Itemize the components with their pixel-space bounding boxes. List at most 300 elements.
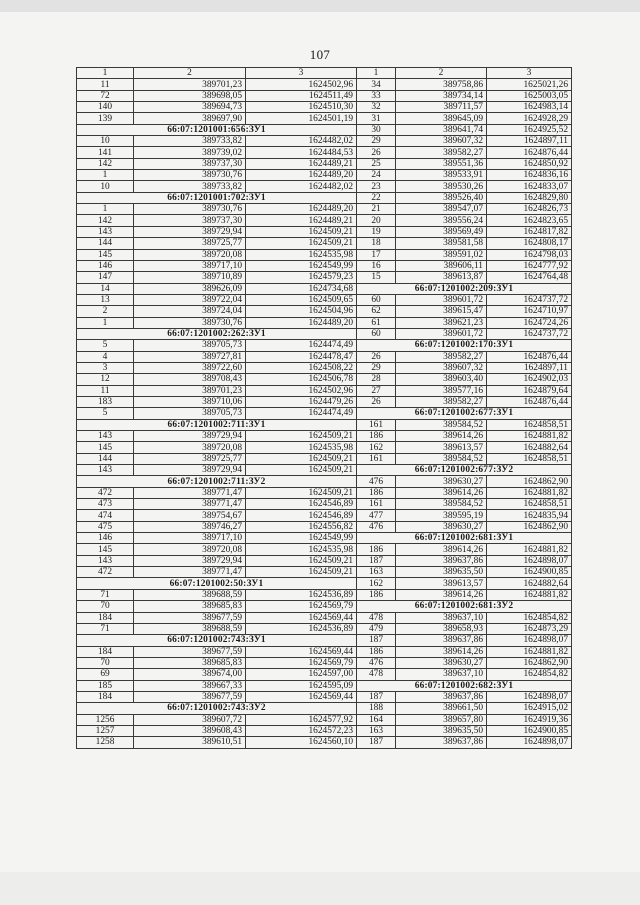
section-header-row xyxy=(357,340,572,351)
y-coordinate-cell: 1625003,05 xyxy=(487,90,572,101)
point-number-cell: 5 xyxy=(77,340,134,351)
x-coordinate-cell: 389614,26 xyxy=(396,646,487,657)
point-number-cell: 12 xyxy=(77,374,134,385)
x-coordinate-cell: 389688,59 xyxy=(134,589,246,600)
y-coordinate-cell: 1624854,82 xyxy=(487,612,572,623)
table-row xyxy=(77,657,357,668)
parcel-number: 66:07:1201002:711:ЗУ1 xyxy=(77,419,357,430)
y-coordinate-cell: 1624826,73 xyxy=(487,204,572,215)
table-row xyxy=(357,691,572,702)
y-coordinate-cell: 1624509,21 xyxy=(246,238,357,249)
point-number-cell: 474 xyxy=(77,510,134,521)
x-coordinate-cell: 389637,10 xyxy=(396,669,487,680)
x-coordinate-cell: 389722,60 xyxy=(134,362,246,373)
x-coordinate-cell: 389607,32 xyxy=(396,362,487,373)
table-row xyxy=(357,272,572,283)
y-coordinate-cell: 1624479,26 xyxy=(246,396,357,407)
x-coordinate-cell: 389720,08 xyxy=(134,442,246,453)
header-cell-x: 2 xyxy=(134,68,246,79)
table-row xyxy=(77,204,357,215)
point-number-cell: 26 xyxy=(357,351,396,362)
section-header-row xyxy=(357,408,572,419)
point-number-cell: 1258 xyxy=(77,737,134,748)
table-body-left xyxy=(77,68,357,749)
table-row xyxy=(77,79,357,90)
y-coordinate-cell: 1624898,07 xyxy=(487,635,572,646)
x-coordinate-cell: 389584,52 xyxy=(396,499,487,510)
x-coordinate-cell: 389584,52 xyxy=(396,453,487,464)
point-number-cell: 186 xyxy=(357,431,396,442)
x-coordinate-cell: 389577,16 xyxy=(396,385,487,396)
y-coordinate-cell: 1624925,52 xyxy=(487,124,572,135)
y-coordinate-cell: 1624881,82 xyxy=(487,487,572,498)
x-coordinate-cell: 389720,08 xyxy=(134,544,246,555)
table-row xyxy=(77,215,357,226)
table-row xyxy=(357,612,572,623)
y-coordinate-cell: 1624881,82 xyxy=(487,646,572,657)
x-coordinate-cell: 389582,27 xyxy=(396,147,487,158)
y-coordinate-cell: 1624858,51 xyxy=(487,419,572,430)
y-coordinate-cell: 1624482,02 xyxy=(246,136,357,147)
y-coordinate-cell: 1624560,10 xyxy=(246,737,357,748)
point-number-cell: 146 xyxy=(77,533,134,544)
table-row xyxy=(357,657,572,668)
point-number-cell: 17 xyxy=(357,249,396,260)
y-coordinate-cell: 1624879,64 xyxy=(487,385,572,396)
table-row xyxy=(357,192,572,203)
point-number-cell: 147 xyxy=(77,272,134,283)
x-coordinate-cell: 389526,40 xyxy=(396,192,487,203)
parcel-number: 66:07:1201001:656:ЗУ1 xyxy=(77,124,357,135)
table-row xyxy=(357,317,572,328)
table-row xyxy=(77,714,357,725)
y-coordinate-cell: 1624509,21 xyxy=(246,555,357,566)
table-row xyxy=(77,646,357,657)
point-number-cell: 71 xyxy=(77,589,134,600)
point-number-cell: 10 xyxy=(77,181,134,192)
x-coordinate-cell: 389677,59 xyxy=(134,612,246,623)
x-coordinate-cell: 389710,89 xyxy=(134,272,246,283)
point-number-cell: 13 xyxy=(77,294,134,305)
y-coordinate-cell: 1624478,47 xyxy=(246,351,357,362)
x-coordinate-cell: 389613,57 xyxy=(396,442,487,453)
y-coordinate-cell: 1624510,30 xyxy=(246,102,357,113)
point-number-cell: 32 xyxy=(357,102,396,113)
y-coordinate-cell: 1624817,82 xyxy=(487,226,572,237)
x-coordinate-cell: 389608,43 xyxy=(134,725,246,736)
table-row xyxy=(77,487,357,498)
point-number-cell: 21 xyxy=(357,204,396,215)
point-number-cell: 145 xyxy=(77,442,134,453)
point-number-cell: 476 xyxy=(357,476,396,487)
header-cell-x: 2 xyxy=(396,68,487,79)
x-coordinate-cell: 389688,59 xyxy=(134,623,246,634)
header-cell-point: 1 xyxy=(357,68,396,79)
y-coordinate-cell: 1624474,49 xyxy=(246,408,357,419)
y-coordinate-cell: 1624898,07 xyxy=(487,555,572,566)
y-coordinate-cell: 1624764,48 xyxy=(487,272,572,283)
table-row xyxy=(357,737,572,748)
point-number-cell: 144 xyxy=(77,453,134,464)
x-coordinate-cell: 389661,50 xyxy=(396,703,487,714)
section-header-row xyxy=(77,703,357,714)
x-coordinate-cell: 389710,06 xyxy=(134,396,246,407)
header-row xyxy=(77,68,357,79)
y-coordinate-cell: 1624710,97 xyxy=(487,306,572,317)
point-number-cell: 11 xyxy=(77,79,134,90)
y-coordinate-cell: 1624873,29 xyxy=(487,623,572,634)
x-coordinate-cell: 389614,26 xyxy=(396,544,487,555)
x-coordinate-cell: 389614,26 xyxy=(396,487,487,498)
point-number-cell: 184 xyxy=(77,646,134,657)
y-coordinate-cell: 1624579,23 xyxy=(246,272,357,283)
y-coordinate-cell: 1624862,90 xyxy=(487,657,572,668)
x-coordinate-cell: 389584,52 xyxy=(396,419,487,430)
y-coordinate-cell: 1624862,90 xyxy=(487,521,572,532)
y-coordinate-cell: 1624536,89 xyxy=(246,589,357,600)
parcel-number: 66:07:1201002:262:ЗУ1 xyxy=(77,328,357,339)
point-number-cell: 34 xyxy=(357,79,396,90)
section-header-row xyxy=(77,476,357,487)
table-row xyxy=(357,362,572,373)
table-row xyxy=(77,90,357,101)
coordinates-table-left xyxy=(76,67,357,749)
y-coordinate-cell: 1624535,98 xyxy=(246,249,357,260)
x-coordinate-cell: 389630,27 xyxy=(396,657,487,668)
x-coordinate-cell: 389582,27 xyxy=(396,396,487,407)
table-row xyxy=(357,170,572,181)
x-coordinate-cell: 389595,19 xyxy=(396,510,487,521)
point-number-cell: 187 xyxy=(357,635,396,646)
table-row xyxy=(77,226,357,237)
x-coordinate-cell: 389621,23 xyxy=(396,317,487,328)
point-number-cell: 162 xyxy=(357,442,396,453)
y-coordinate-cell: 1624535,98 xyxy=(246,442,357,453)
point-number-cell: 3 xyxy=(77,362,134,373)
x-coordinate-cell: 389739,02 xyxy=(134,147,246,158)
table-row xyxy=(357,396,572,407)
table-row xyxy=(357,725,572,736)
parcel-number: 66:07:1201001:702:ЗУ1 xyxy=(77,192,357,203)
y-coordinate-cell: 1624508,22 xyxy=(246,362,357,373)
table-row xyxy=(357,351,572,362)
x-coordinate-cell: 389614,26 xyxy=(396,431,487,442)
section-header-row xyxy=(357,533,572,544)
y-coordinate-cell: 1624881,82 xyxy=(487,589,572,600)
table-row xyxy=(357,328,572,339)
point-number-cell: 142 xyxy=(77,215,134,226)
table-row xyxy=(77,669,357,680)
x-coordinate-cell: 389698,05 xyxy=(134,90,246,101)
x-coordinate-cell: 389637,86 xyxy=(396,555,487,566)
section-header-row xyxy=(357,601,572,612)
table-row xyxy=(357,374,572,385)
y-coordinate-cell: 1624882,64 xyxy=(487,442,572,453)
point-number-cell: 1256 xyxy=(77,714,134,725)
table-row xyxy=(357,589,572,600)
x-coordinate-cell: 389717,10 xyxy=(134,260,246,271)
point-number-cell: 1 xyxy=(77,170,134,181)
point-number-cell: 161 xyxy=(357,499,396,510)
table-row xyxy=(77,589,357,600)
table-row xyxy=(77,442,357,453)
point-number-cell: 2 xyxy=(77,306,134,317)
y-coordinate-cell: 1624536,89 xyxy=(246,623,357,634)
table-row xyxy=(77,283,357,294)
table-row xyxy=(357,453,572,464)
point-number-cell: 163 xyxy=(357,567,396,578)
table-row xyxy=(357,79,572,90)
table-row xyxy=(77,170,357,181)
x-coordinate-cell: 389722,04 xyxy=(134,294,246,305)
table-row xyxy=(77,623,357,634)
table-row xyxy=(357,669,572,680)
table-row xyxy=(357,136,572,147)
table-row xyxy=(77,431,357,442)
y-coordinate-cell: 1624597,00 xyxy=(246,669,357,680)
point-number-cell: 187 xyxy=(357,737,396,748)
table-row xyxy=(357,113,572,124)
table-row xyxy=(77,612,357,623)
y-coordinate-cell: 1624506,78 xyxy=(246,374,357,385)
point-number-cell: 27 xyxy=(357,385,396,396)
y-coordinate-cell: 1624509,21 xyxy=(246,487,357,498)
table-row xyxy=(77,272,357,283)
table-row xyxy=(77,102,357,113)
y-coordinate-cell: 1624900,85 xyxy=(487,725,572,736)
table-row xyxy=(77,396,357,407)
y-coordinate-cell: 1624572,23 xyxy=(246,725,357,736)
table-row xyxy=(77,567,357,578)
header-cell-point: 1 xyxy=(77,68,134,79)
x-coordinate-cell: 389771,47 xyxy=(134,487,246,498)
x-coordinate-cell: 389607,72 xyxy=(134,714,246,725)
x-coordinate-cell: 389771,47 xyxy=(134,499,246,510)
x-coordinate-cell: 389637,86 xyxy=(396,691,487,702)
table-row xyxy=(77,317,357,328)
y-coordinate-cell: 1624504,96 xyxy=(246,306,357,317)
y-coordinate-cell: 1624737,72 xyxy=(487,294,572,305)
y-coordinate-cell: 1624881,82 xyxy=(487,431,572,442)
y-coordinate-cell: 1624882,64 xyxy=(487,578,572,589)
y-coordinate-cell: 1624489,20 xyxy=(246,317,357,328)
parcel-number: 66:07:1201002:677:ЗУ2 xyxy=(357,465,572,476)
table-row xyxy=(357,147,572,158)
table-row xyxy=(357,442,572,453)
point-number-cell: 187 xyxy=(357,555,396,566)
table-row xyxy=(77,362,357,373)
parcel-number: 66:07:1201002:682:ЗУ1 xyxy=(357,680,572,691)
y-coordinate-cell: 1624854,82 xyxy=(487,669,572,680)
y-coordinate-cell: 1624569,79 xyxy=(246,601,357,612)
y-coordinate-cell: 1624897,11 xyxy=(487,136,572,147)
y-coordinate-cell: 1624833,07 xyxy=(487,181,572,192)
x-coordinate-cell: 389582,27 xyxy=(396,351,487,362)
y-coordinate-cell: 1624928,29 xyxy=(487,113,572,124)
point-number-cell: 5 xyxy=(77,408,134,419)
point-number-cell: 16 xyxy=(357,260,396,271)
x-coordinate-cell: 389685,83 xyxy=(134,601,246,612)
x-coordinate-cell: 389591,02 xyxy=(396,249,487,260)
table-row xyxy=(357,646,572,657)
x-coordinate-cell: 389601,72 xyxy=(396,328,487,339)
x-coordinate-cell: 389606,11 xyxy=(396,260,487,271)
point-number-cell: 144 xyxy=(77,238,134,249)
section-header-row xyxy=(77,124,357,135)
section-header-row xyxy=(77,328,357,339)
point-number-cell: 185 xyxy=(77,680,134,691)
table-row xyxy=(77,680,357,691)
x-coordinate-cell: 389697,90 xyxy=(134,113,246,124)
y-coordinate-cell: 1624535,98 xyxy=(246,544,357,555)
y-coordinate-cell: 1624897,11 xyxy=(487,362,572,373)
table-row xyxy=(77,544,357,555)
table-row xyxy=(77,340,357,351)
x-coordinate-cell: 389729,94 xyxy=(134,431,246,442)
x-coordinate-cell: 389667,33 xyxy=(134,680,246,691)
table-row xyxy=(357,306,572,317)
x-coordinate-cell: 389729,94 xyxy=(134,226,246,237)
point-number-cell: 186 xyxy=(357,487,396,498)
section-header-row xyxy=(77,192,357,203)
table-row xyxy=(357,385,572,396)
point-number-cell: 62 xyxy=(357,306,396,317)
x-coordinate-cell: 389677,59 xyxy=(134,646,246,657)
y-coordinate-cell: 1624858,51 xyxy=(487,453,572,464)
y-coordinate-cell: 1624546,89 xyxy=(246,499,357,510)
parcel-number: 66:07:1201002:711:ЗУ2 xyxy=(77,476,357,487)
x-coordinate-cell: 389754,67 xyxy=(134,510,246,521)
x-coordinate-cell: 389758,86 xyxy=(396,79,487,90)
point-number-cell: 184 xyxy=(77,691,134,702)
point-number-cell: 472 xyxy=(77,567,134,578)
coordinates-table-right xyxy=(356,67,572,749)
y-coordinate-cell: 1624798,03 xyxy=(487,249,572,260)
y-coordinate-cell: 1624734,68 xyxy=(246,283,357,294)
table-row xyxy=(77,521,357,532)
point-number-cell: 478 xyxy=(357,669,396,680)
x-coordinate-cell: 389607,32 xyxy=(396,136,487,147)
table-row xyxy=(77,499,357,510)
table-row xyxy=(77,374,357,385)
point-number-cell: 139 xyxy=(77,113,134,124)
y-coordinate-cell: 1624829,80 xyxy=(487,192,572,203)
x-coordinate-cell: 389626,09 xyxy=(134,283,246,294)
y-coordinate-cell: 1624569,44 xyxy=(246,612,357,623)
x-coordinate-cell: 389730,76 xyxy=(134,204,246,215)
x-coordinate-cell: 389733,82 xyxy=(134,181,246,192)
y-coordinate-cell: 1624509,21 xyxy=(246,465,357,476)
table-row xyxy=(357,623,572,634)
y-coordinate-cell: 1625021,26 xyxy=(487,79,572,90)
point-number-cell: 28 xyxy=(357,374,396,385)
table-row xyxy=(357,567,572,578)
x-coordinate-cell: 389641,74 xyxy=(396,124,487,135)
point-number-cell: 60 xyxy=(357,294,396,305)
table-row xyxy=(357,124,572,135)
table-row xyxy=(357,635,572,646)
point-number-cell: 60 xyxy=(357,328,396,339)
x-coordinate-cell: 389635,50 xyxy=(396,567,487,578)
y-coordinate-cell: 1624489,20 xyxy=(246,170,357,181)
point-number-cell: 15 xyxy=(357,272,396,283)
table-row xyxy=(77,385,357,396)
x-coordinate-cell: 389771,47 xyxy=(134,567,246,578)
table-row xyxy=(357,555,572,566)
table-row xyxy=(77,136,357,147)
point-number-cell: 10 xyxy=(77,136,134,147)
point-number-cell: 1 xyxy=(77,204,134,215)
y-coordinate-cell: 1624876,44 xyxy=(487,351,572,362)
x-coordinate-cell: 389610,51 xyxy=(134,737,246,748)
point-number-cell: 164 xyxy=(357,714,396,725)
point-number-cell: 143 xyxy=(77,226,134,237)
table-row xyxy=(77,260,357,271)
table-row xyxy=(357,181,572,192)
y-coordinate-cell: 1624502,96 xyxy=(246,79,357,90)
point-number-cell: 477 xyxy=(357,510,396,521)
table-row xyxy=(357,510,572,521)
point-number-cell: 19 xyxy=(357,226,396,237)
x-coordinate-cell: 389569,49 xyxy=(396,226,487,237)
y-coordinate-cell: 1624777,92 xyxy=(487,260,572,271)
point-number-cell: 188 xyxy=(357,703,396,714)
point-number-cell: 14 xyxy=(77,283,134,294)
table-row xyxy=(77,238,357,249)
parcel-number: 66:07:1201002:677:ЗУ1 xyxy=(357,408,572,419)
x-coordinate-cell: 389630,27 xyxy=(396,476,487,487)
point-number-cell: 22 xyxy=(357,192,396,203)
x-coordinate-cell: 389708,43 xyxy=(134,374,246,385)
table-row xyxy=(77,601,357,612)
table-row xyxy=(77,158,357,169)
y-coordinate-cell: 1624724,26 xyxy=(487,317,572,328)
point-number-cell: 472 xyxy=(77,487,134,498)
y-coordinate-cell: 1624836,16 xyxy=(487,170,572,181)
table-row xyxy=(357,260,572,271)
x-coordinate-cell: 389720,08 xyxy=(134,249,246,260)
x-coordinate-cell: 389729,94 xyxy=(134,465,246,476)
y-coordinate-cell: 1624482,02 xyxy=(246,181,357,192)
y-coordinate-cell: 1624577,92 xyxy=(246,714,357,725)
y-coordinate-cell: 1624881,82 xyxy=(487,544,572,555)
table-row xyxy=(357,703,572,714)
x-coordinate-cell: 389581,58 xyxy=(396,238,487,249)
y-coordinate-cell: 1624835,94 xyxy=(487,510,572,521)
y-coordinate-cell: 1624858,51 xyxy=(487,499,572,510)
point-number-cell: 72 xyxy=(77,90,134,101)
table-row xyxy=(357,476,572,487)
table-row xyxy=(77,555,357,566)
point-number-cell: 186 xyxy=(357,544,396,555)
point-number-cell: 20 xyxy=(357,215,396,226)
point-number-cell: 475 xyxy=(77,521,134,532)
table-row xyxy=(357,544,572,555)
y-coordinate-cell: 1624876,44 xyxy=(487,147,572,158)
x-coordinate-cell: 389530,26 xyxy=(396,181,487,192)
scan-bottom-edge xyxy=(0,872,640,905)
parcel-number: 66:07:1201002:50:ЗУ1 xyxy=(77,578,357,589)
point-number-cell: 479 xyxy=(357,623,396,634)
point-number-cell: 473 xyxy=(77,499,134,510)
table-row xyxy=(357,90,572,101)
table-row xyxy=(357,226,572,237)
table-row xyxy=(357,215,572,226)
parcel-number: 66:07:1201002:681:ЗУ2 xyxy=(357,601,572,612)
x-coordinate-cell: 389705,73 xyxy=(134,408,246,419)
point-number-cell: 1257 xyxy=(77,725,134,736)
y-coordinate-cell: 1624823,65 xyxy=(487,215,572,226)
